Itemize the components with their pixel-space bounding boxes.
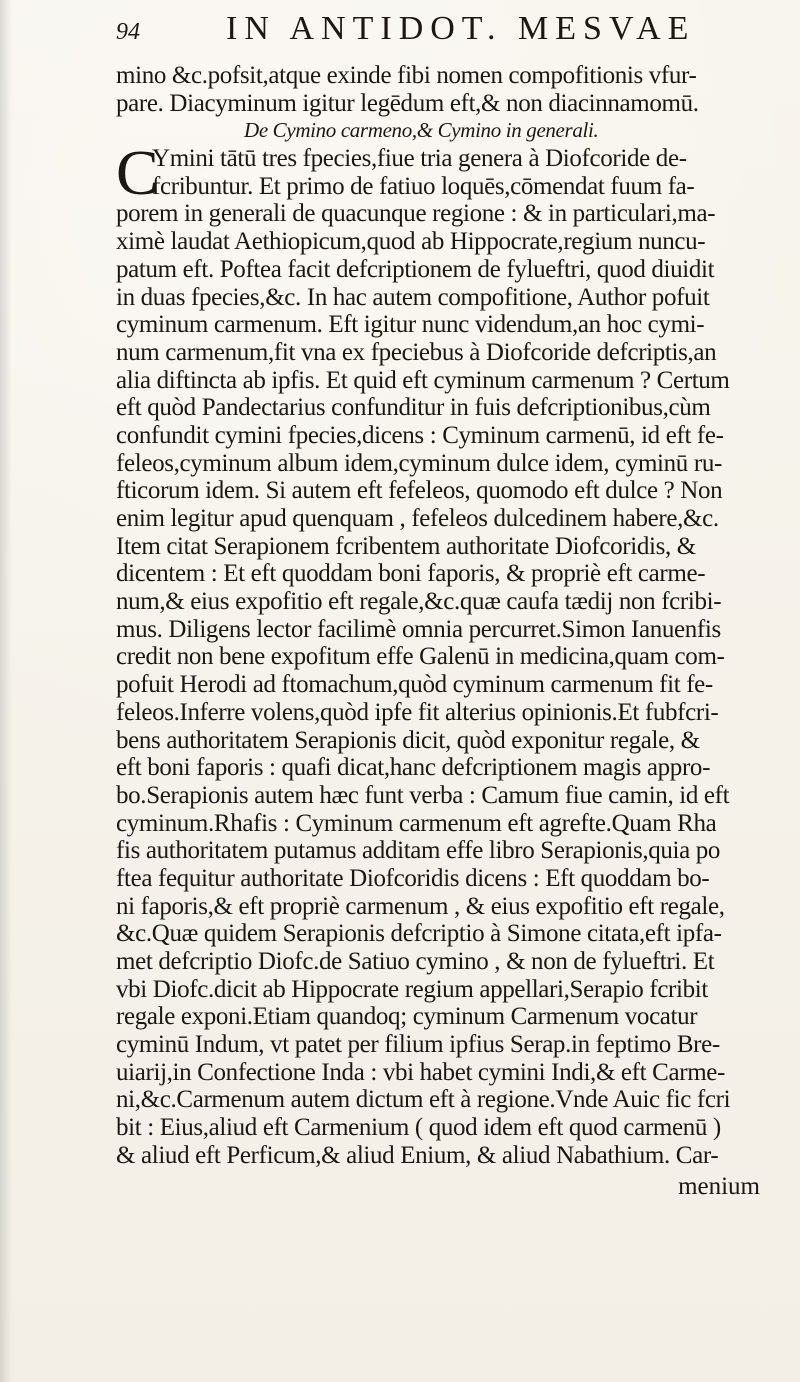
text-line-content: Ymini tātū tres fpecies,fiue tria genera à Diofcoride de- (152, 145, 687, 173)
text-line: confundit cymini fpecies,dicens : Cyminum carmenū, id eft fe- (116, 421, 724, 449)
text-line: ximè laudat Aethiopicum,quod ab Hippocrate,regium nuncu- (116, 228, 706, 256)
text-line: patum eft. Poftea facit defcriptionem de fylueftri, quod diuidit (116, 255, 715, 283)
drop-cap: C (116, 137, 159, 209)
text-line: uiarij,in Confectione Inda : vbi habet cymini Indi,& eft Carme- (116, 1058, 726, 1086)
page-number: 94 (116, 19, 140, 45)
text-line: fis authoritatem putamus additam effe libro Serapionis,quia po (116, 837, 721, 865)
text-line: dicentem : Et eft quoddam boni faporis, & propriè eft carme- (116, 560, 706, 588)
text-line: fticorum idem. Si autem eft fefeleos, quomodo eft dulce ? Non (116, 477, 723, 505)
text-line: fcribuntur. Et primo de fatiuo loquēs,cōmendat fuum fa- (152, 172, 695, 200)
running-head (116, 10, 760, 58)
gutter-shadow (0, 0, 12, 1382)
text-line: cyminum.Rhafis : Cyminum carmenum eft agrefte.Quam Rha (116, 809, 717, 837)
text-line: eft boni faporis : quafi dicat,hanc defcriptionem magis appro- (116, 754, 711, 782)
text-line: vbi Diofc.dicit ab Hippocrate regium appellari,Serapio fcribit (116, 975, 708, 1003)
text-line: mino &c.pofsit,atque exinde fibi nomen compofitionis vfur- (116, 62, 697, 89)
text-line: bo.Serapionis autem hæc funt verba : Camum fiue camin, id eft (116, 781, 730, 809)
text-line: feleos,cyminum album idem,cyminum dulce idem, cyminū ru- (116, 449, 722, 477)
text-line: alia diftincta ab ipfis. Et quid eft cyminum carmenum ? Certum (116, 366, 730, 394)
text-line: ftea fequitur authoritate Diofcoridis dicens : Eft quoddam bo- (116, 864, 710, 892)
text-line: in duas fpecies,&c. In hac autem compofitione, Author pofuit (116, 283, 710, 311)
text-line: enim legitur apud quenquam , fefeleos dulcedinem habere,&c. (116, 505, 719, 532)
text-line: &c.Quæ quidem Serapionis defcriptio à Simone citata,eft ipfa- (116, 920, 722, 948)
text-line: & aliud eft Perficum,& aliud Enium, & aliud Nabathium. Car- (116, 1141, 719, 1169)
text-line: eft quòd Pandectarius confunditur in fuis defcriptionibus,cùm (116, 394, 711, 422)
text-line: feleos.Inferre volens,quòd ipfe fit alterius opinionis.Et fubfcri- (116, 698, 719, 726)
text-line: ni faporis,& eft propriè carmenum , & eius expofitio eft regale, (116, 892, 725, 920)
text-line: mus. Diligens lector facilimè omnia percurret.Simon Ianuenfis (116, 615, 721, 643)
running-title: IN ANTIDOT. MESVAE (226, 10, 696, 47)
text-line: num carmenum,fit vna ex fpeciebus à Diofcoride defcriptis,an (116, 338, 717, 366)
text-line: cyminum carmenum. Eft igitur nunc videndum,an hoc cymi- (116, 311, 705, 339)
text-line: Item citat Serapionem fcribentem authoritate Diofcoridis, & (116, 532, 696, 560)
text-line: credit non bene expofitum effe Galenū in medicina,quam com- (116, 643, 725, 671)
text-line: pare. Diacyminum igitur legēdum eft,& non diacinnamomū. (116, 89, 699, 117)
body-text (116, 62, 766, 1204)
catchword: menium (678, 1172, 760, 1200)
text-line: pofuit Herodi ad ftomachum,quòd cyminum carmenum fit fe- (116, 671, 713, 699)
text-line: met defcriptio Diofc.de Satiuo cymino , & non de fylueftri. Et (116, 948, 715, 975)
text-line: bit : Eius,aliud eft Carmenium ( quod idem eft quod carmenū ) (116, 1114, 721, 1142)
text-line: bens authoritatem Serapionis dicit, quòd exponitur regale, & (116, 726, 700, 754)
text-line: cyminū Indum, vt patet per filium ipfius Serap.in feptimo Bre- (116, 1031, 720, 1059)
text-line: num,& eius expofitio eft regale,&c.quæ caufa tædij non fcribi- (116, 588, 722, 616)
text-line: regale exponi.Etiam quandoq; cyminum Carmenum vocatur (116, 1003, 698, 1031)
text-line: ni,&c.Carmenum autem dictum eft à regione.Vnde Auic fic fcri (116, 1086, 731, 1114)
text-line: porem in generali de quacunque regione : & in particulari,ma- (116, 200, 716, 228)
section-subheading: De Cymino carmeno,& Cymino in generali. (244, 118, 599, 143)
